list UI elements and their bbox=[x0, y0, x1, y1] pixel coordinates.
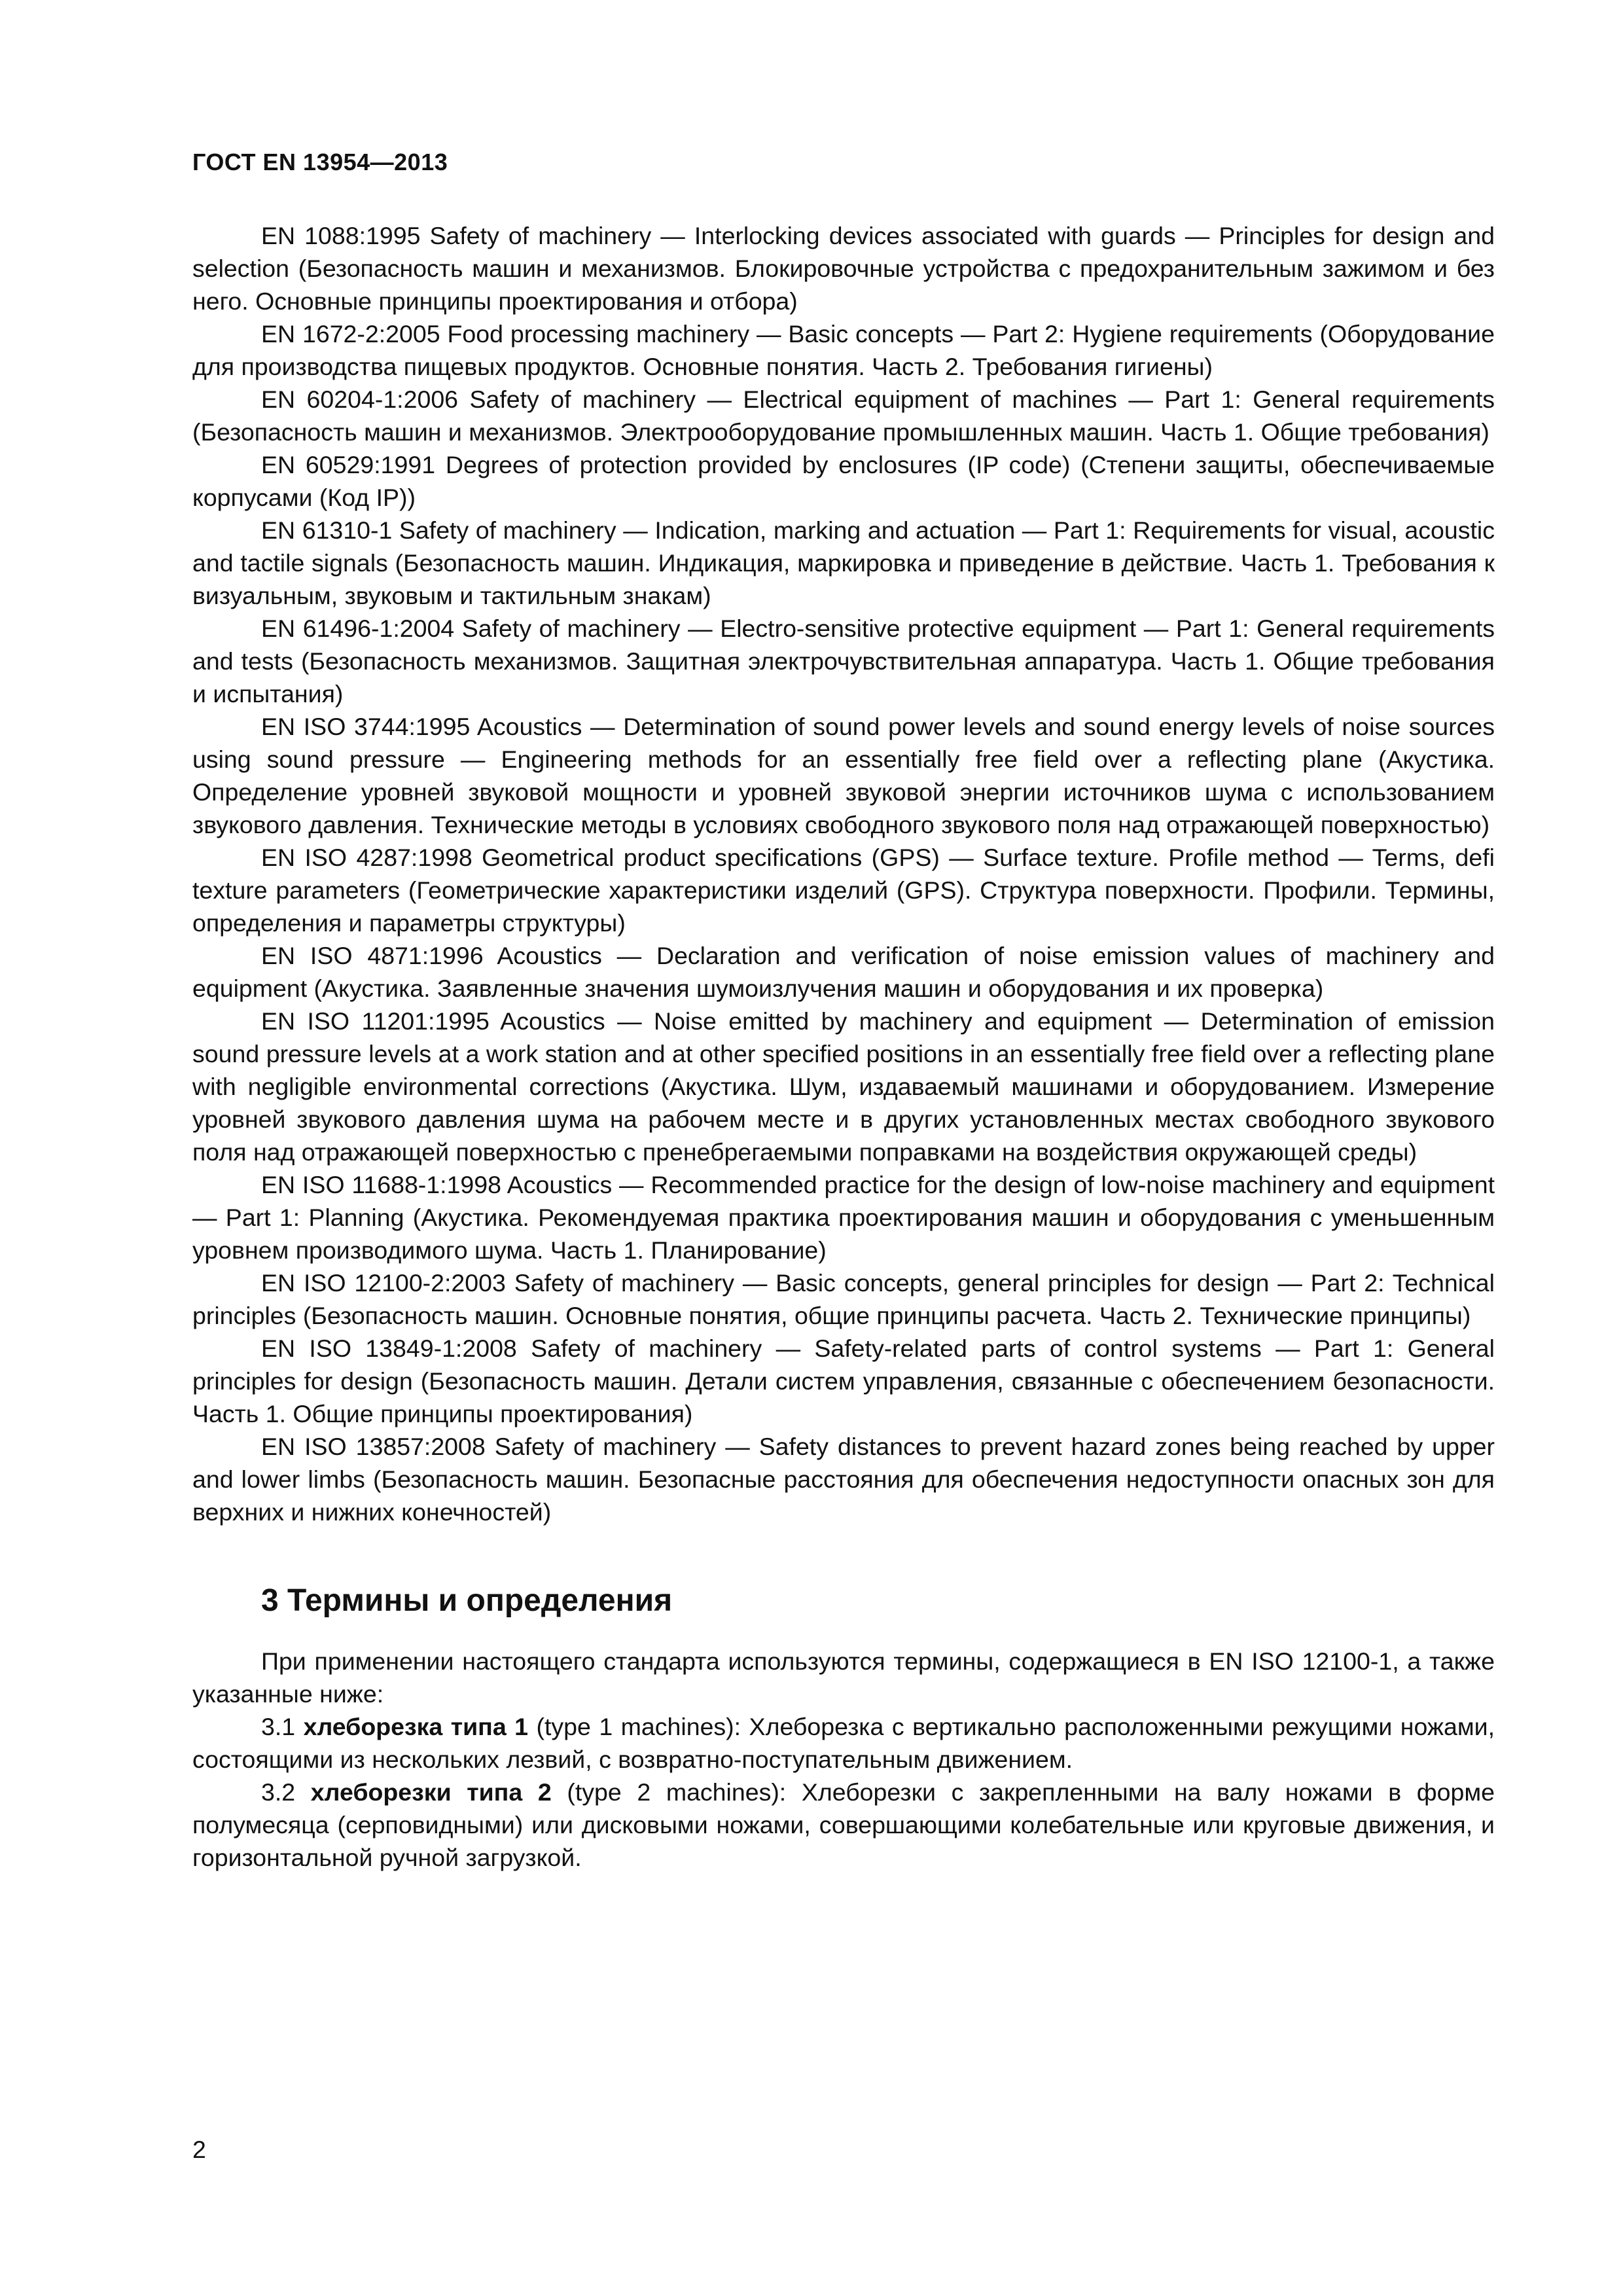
reference-item: EN ISO 4871:1996 Acoustics — Declaration and verification of noise emission values of machinery and equipment (Акустика. Заявленные значения шумоизлучения машин и оборудования и их проверка) bbox=[192, 942, 1495, 1002]
page-number: 2 bbox=[192, 2136, 206, 2163]
reference-item: EN 61310-1 Safety of machinery — Indication, marking and actuation — Part 1: Requirements for visual, acoustic and tactile signals (Безопасность машин. Индикация, маркировка и приведение в действие. Часть 1. Требования к визуальным, звуковым и тактильным знакам) bbox=[192, 516, 1495, 609]
section-intro: При применении настоящего стандарта используются термины, содержащиеся в EN ISO 12100-1, а также указанные ниже: bbox=[192, 1647, 1495, 1708]
reference-item: EN ISO 12100-2:2003 Safety of machinery — Basic concepts, general principles for design — Part 2: Technical principles (Безопасность машин. Основные понятия, общие принципы расчета. Часть 2. Технические принципы) bbox=[192, 1269, 1495, 1329]
term-number: 3.2 bbox=[261, 1778, 296, 1806]
reference-item: EN 1672-2:2005 Food processing machinery — Basic concepts — Part 2: Hygiene requirements (Оборудование для производства пищевых продуктов. Основные понятия. Часть 2. Требования гигиены) bbox=[192, 320, 1495, 380]
term-text: (type 1 machines): Хлеборезка с вертикально расположенными режущими ножами, состоящими из нескольких лезвий, с возвратно-поступательным движением. bbox=[192, 1713, 1495, 1773]
term-definition bbox=[192, 1776, 1495, 1874]
reference-item: EN ISO 13857:2008 Safety of machinery — Safety distances to prevent hazard zones being reached by upper and lower limbs (Безопасность машин. Безопасные расстояния для обеспечения недоступности опасных зон для верхних и нижних конечностей) bbox=[192, 1433, 1495, 1526]
reference-item: EN ISO 11688-1:1998 Acoustics — Recommended practice for the design of low-noise machinery and equipment — Part 1: Planning (Акустика. Рекомендуемая практика проектирования машин и оборудования с уменьшенным уровнем производимого шума. Часть 1. Планирование) bbox=[192, 1171, 1495, 1264]
reference-item: EN 1088:1995 Safety of machinery — Interlocking devices associated with guards — Principles for design and selection (Безопасность машин и механизмов. Блокировочные устройства с предохранительным зажимом и без него. Основные принципы проектирования и отбора) bbox=[192, 222, 1495, 315]
term-number: 3.1 bbox=[261, 1713, 296, 1740]
reference-item: EN 60529:1991 Degrees of protection provided by enclosures (IP code) (Степени защиты, обеспечиваемые корпусами (Код IP)) bbox=[192, 451, 1495, 511]
reference-item: EN ISO 11201:1995 Acoustics — Noise emitted by machinery and equipment — Determination of emission sound pressure levels at a work station and at other specified positions in an essentially free field over a reflecting plane with negligible environmental corrections (Акустика. Шум, издаваемый машинами и оборудованием. Измерение уровней звукового давления шума на рабочем месте и в других установленных местах свободного звукового поля над отражающей поверхностью с пренебрегаемыми поправками на воздействия окружающей среды) bbox=[192, 1007, 1495, 1166]
term-text: (type 2 machines): Хлеборезки с закрепленными на валу ножами в форме полумесяца (серповидными) или дисковыми ножами, совершающими колебательные или круговые движения, и горизонтальной ручной загрузкой. bbox=[192, 1778, 1495, 1871]
reference-item: EN ISO 4287:1998 Geometrical product specifications (GPS) — Surface texture. Profile method — Terms, defi texture parameters (Геометрические характеристики изделий (GPS). Структура поверхности. Профили. Термины, определения и параметры структуры) bbox=[192, 844, 1495, 937]
document-header: ГОСТ EN 13954—2013 bbox=[192, 149, 448, 175]
document-body bbox=[192, 219, 1495, 1874]
term-name: хлеборезка типа 1 bbox=[303, 1713, 529, 1740]
section-heading: 3 Термины и определения bbox=[261, 1583, 673, 1618]
reference-item: EN 61496-1:2004 Safety of machinery — Electro-sensitive protective equipment — Part 1: General requirements and tests (Безопасность механизмов. Защитная электрочувствительная аппаратура. Часть 1. Общие требования и испытания) bbox=[192, 615, 1495, 708]
reference-item: EN 60204-1:2006 Safety of machinery — Electrical equipment of machines — Part 1: General requirements (Безопасность машин и механизмов. Электрооборудование промышленных машин. Часть 1. Общие требования) bbox=[192, 386, 1495, 446]
reference-item: EN ISO 13849-1:2008 Safety of machinery — Safety-related parts of control systems — Part 1: General principles for design (Безопасность машин. Детали систем управления, связанные с обеспечением безопасности. Часть 1. Общие принципы проектирования) bbox=[192, 1335, 1495, 1427]
term-name: хлеборезки типа 2 bbox=[310, 1778, 552, 1806]
term-definition bbox=[192, 1710, 1495, 1776]
reference-item: EN ISO 3744:1995 Acoustics — Determination of sound power levels and sound energy levels of noise sources using sound pressure — Engineering methods for an essentially free field over a reflecting plane (Акустика. Определение уровней звуковой мощности и уровней звуковой энергии источников шума с использованием звукового давления. Технические методы в условиях свободного звукового поля над отражающей поверхностью) bbox=[192, 713, 1495, 838]
